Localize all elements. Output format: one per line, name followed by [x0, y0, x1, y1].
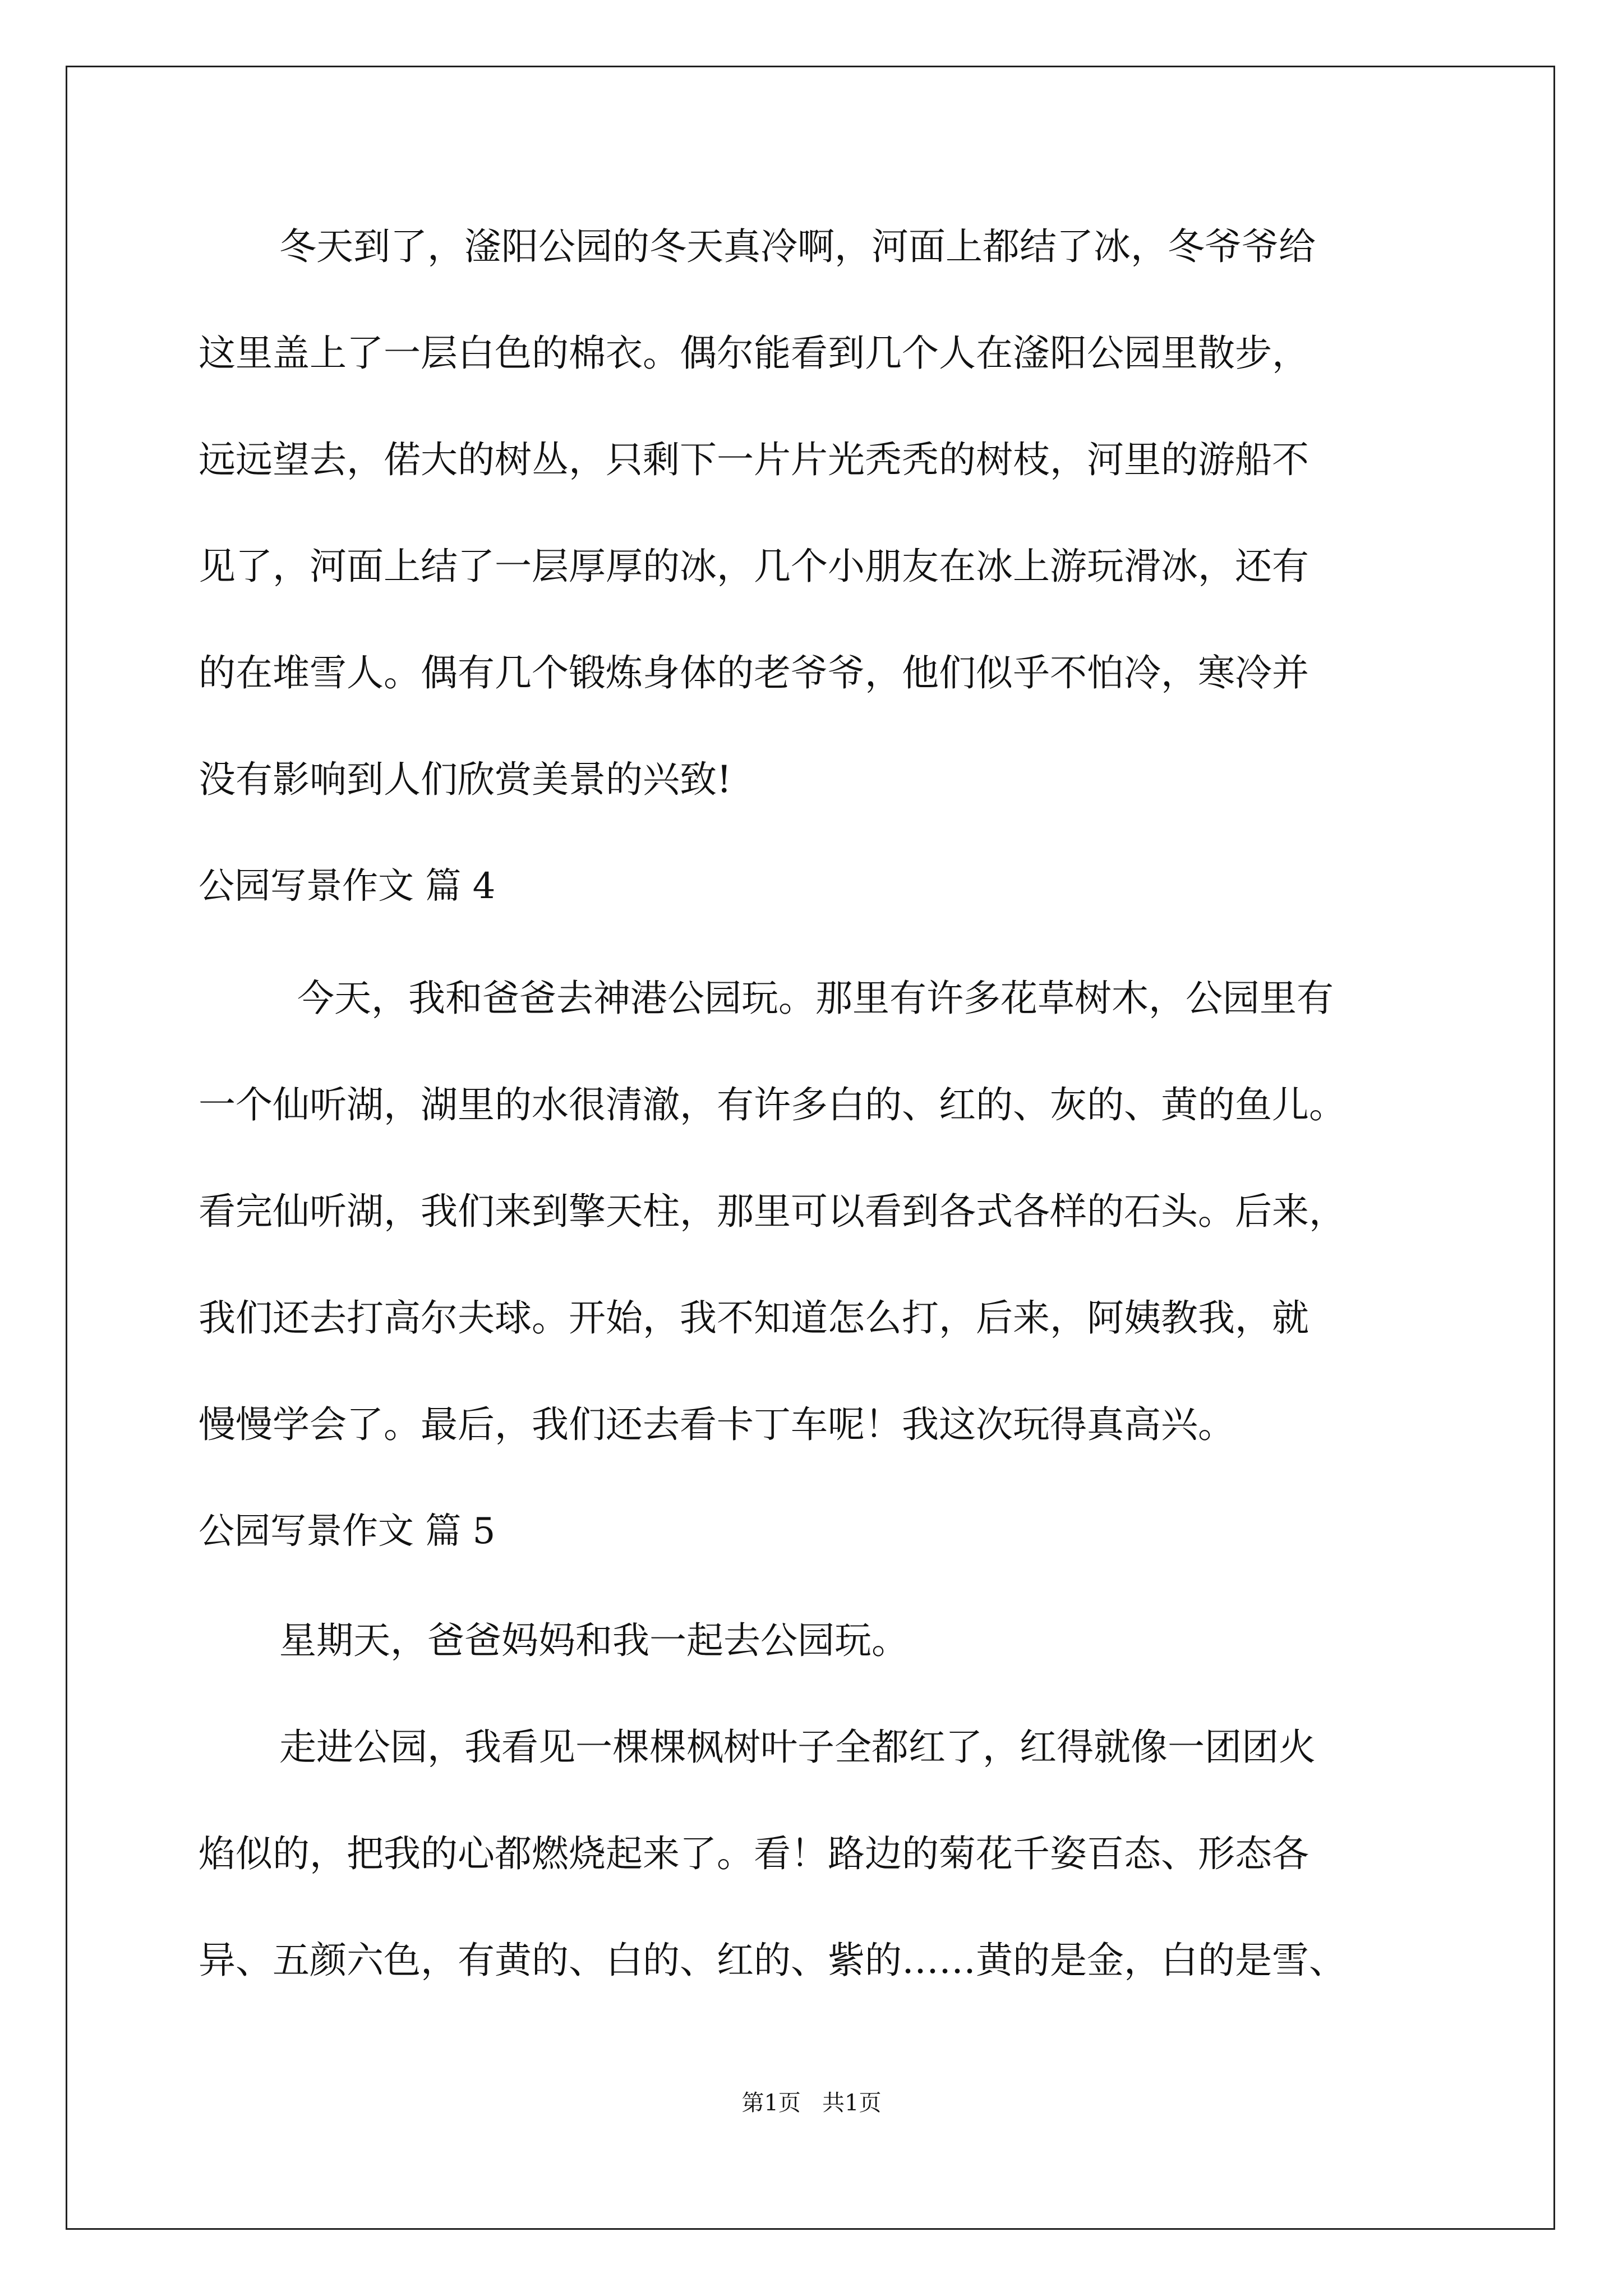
paragraph-3-line-1: 星期天，爸爸妈妈和我一起去公园玩。 [279, 1619, 909, 1662]
paragraph-2-line-3: 看完仙听湖，我们来到擎天柱，那里可以看到各式各样的石头。后来， [199, 1190, 1346, 1233]
paragraph-4-line-3: 异、五颜六色，有黄的、白的、红的、紫的……黄的是金，白的是雪、 [199, 1939, 1346, 1982]
section-heading-4: 公园写景作文 篇 4 [199, 866, 496, 907]
paragraph-2-line-4: 我们还去打高尔夫球。开始，我不知道怎么打，后来，阿姨教我，就 [199, 1296, 1309, 1340]
paragraph-2-line-2: 一个仙听湖，湖里的水很清澈，有许多白的、红的、灰的、黄的鱼儿。 [199, 1083, 1346, 1126]
paragraph-4-line-2: 焰似的，把我的心都燃烧起来了。看！路边的菊花千姿百态、形态各 [199, 1832, 1309, 1875]
section-heading-5: 公园写景作文 篇 5 [199, 1511, 496, 1552]
paragraph-1-line-4: 见了，河面上结了一层厚厚的冰，几个小朋友在冰上游玩滑冰，还有 [199, 545, 1309, 588]
paragraph-1-line-2: 这里盖上了一层白色的棉衣。偶尔能看到几个人在滏阳公园里散步， [199, 332, 1309, 375]
paragraph-1-line-3: 远远望去，偌大的树丛，只剩下一片片光秃秃的树枝，河里的游船不 [199, 438, 1309, 481]
paragraph-2-line-5: 慢慢学会了。最后，我们还去看卡丁车呢！我这次玩得真高兴。 [199, 1403, 1235, 1446]
paragraph-1-line-5: 的在堆雪人。偶有几个锻炼身体的老爷爷，他们似乎不怕冷，寒冷并 [199, 651, 1309, 694]
page-frame [66, 66, 1555, 2230]
paragraph-4-line-1: 走进公园，我看见一棵棵枫树叶子全都红了，红得就像一团团火 [279, 1726, 1316, 1769]
paragraph-1-line-6: 没有影响到人们欣赏美景的兴致! [199, 758, 732, 801]
paragraph-1-line-1: 冬天到了，滏阳公园的冬天真冷啊，河面上都结了冰，冬爷爷给 [279, 225, 1316, 268]
paragraph-2-line-1: 今天，我和爸爸去神港公园玩。那里有许多花草树木，公园里有 [297, 977, 1334, 1020]
page-footer: 第1页 共1页 [741, 2090, 882, 2116]
